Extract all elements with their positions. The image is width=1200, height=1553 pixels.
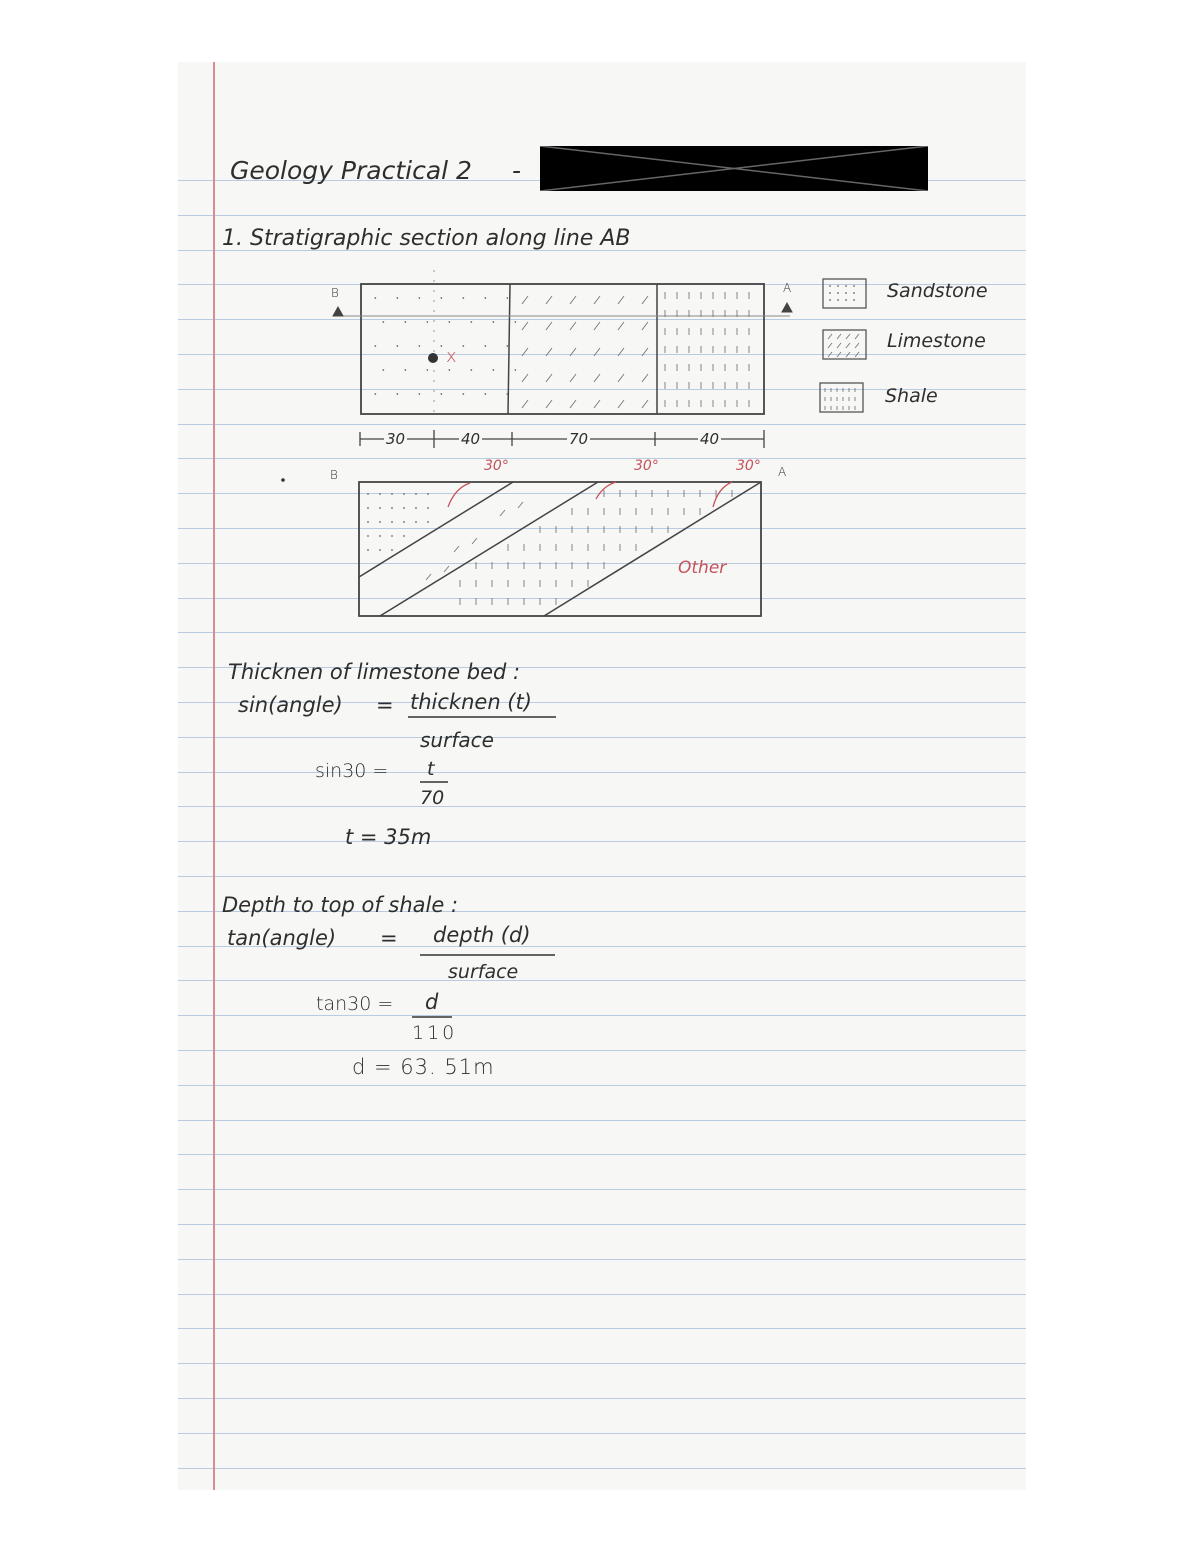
angle-arc-2 [596, 482, 616, 499]
legend-label-sandstone: Sandstone [887, 280, 988, 302]
legend-label-shale: Shale [885, 385, 938, 407]
bed-boundary-3 [544, 482, 761, 616]
shale-pattern [665, 292, 749, 407]
other-label: Other [678, 558, 727, 578]
legend-boxes [820, 279, 866, 412]
triangle-a-icon [782, 303, 792, 312]
contact-line-1 [508, 284, 510, 414]
section-label-a: A [778, 465, 787, 479]
page-title: Geology Practical 2 [230, 156, 472, 185]
depth-numerator: depth (d) [433, 923, 531, 947]
thickness-sub-left: sin30 = [315, 760, 389, 782]
bed-boundary-2 [380, 482, 598, 616]
section-label-b: B [330, 468, 338, 482]
legend-shale-swatch [820, 383, 863, 412]
question-heading: 1. Stratigraphic section along line AB [222, 226, 631, 251]
thickness-formula-left: sin(angle) [238, 693, 343, 717]
map-label-b: B [331, 286, 339, 300]
map-label-a: A [783, 281, 792, 295]
scale-label-40a: 40 [461, 430, 481, 448]
map-outline [361, 284, 764, 414]
legend-label-limestone: Limestone [887, 330, 986, 352]
depth-result: d = 63. 51m [352, 1055, 495, 1079]
depth-sub-left: tan30 = [316, 993, 394, 1015]
thickness-denominator: surface [420, 728, 494, 752]
depth-sub-num: d [425, 990, 439, 1014]
angle-label-3: 30° [736, 458, 761, 474]
thickness-heading: Thicknen of limestone bed : [228, 660, 521, 684]
depth-formula-left: tan(angle) [227, 926, 337, 950]
limestone-pattern [522, 296, 648, 408]
thickness-equals: = [376, 693, 394, 717]
title-dash: - [512, 156, 522, 185]
thickness-sub-num: t [427, 758, 435, 780]
point-x-label: x [446, 346, 457, 367]
angle-label-2: 30° [634, 458, 659, 474]
bed-boundary-1 [359, 482, 513, 577]
map-view [333, 270, 792, 414]
thickness-numerator: thicknen (t) [410, 690, 532, 714]
thickness-result: t = 35m [345, 825, 432, 849]
cross-section [281, 478, 761, 616]
triangle-b-icon [333, 307, 343, 316]
section-outline [359, 482, 761, 616]
point-marker [428, 353, 438, 363]
depth-equals: = [380, 926, 398, 950]
scale-label-30: 30 [386, 430, 406, 448]
angle-label-1: 30° [484, 458, 509, 474]
thickness-sub-den: 70 [420, 787, 445, 809]
angle-arc-1 [448, 483, 470, 507]
depth-heading: Depth to top of shale : [222, 893, 459, 917]
scale-label-40b: 40 [700, 430, 720, 448]
scale-label-70: 70 [569, 430, 589, 448]
depth-denominator: surface [448, 961, 519, 983]
depth-sub-den: 110 [412, 1022, 458, 1044]
